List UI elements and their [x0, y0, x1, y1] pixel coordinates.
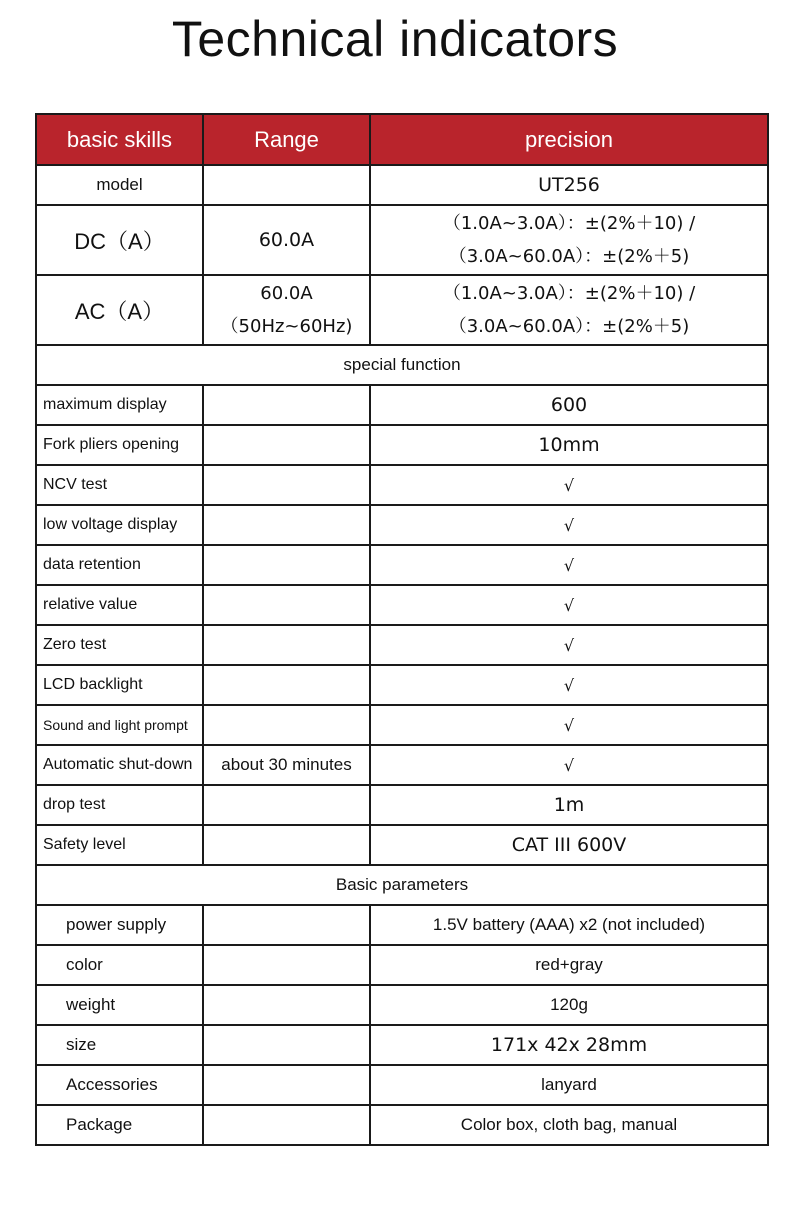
ac-label: AC（A）	[36, 275, 203, 345]
table-row	[36, 545, 768, 585]
basic-label: Package	[36, 1105, 203, 1145]
table-row	[36, 945, 768, 985]
header-range: Range	[203, 114, 370, 165]
special-range	[203, 825, 370, 865]
special-range	[203, 665, 370, 705]
section-title-special: special function	[36, 345, 768, 385]
table-row	[36, 465, 768, 505]
special-range	[203, 385, 370, 425]
special-range	[203, 505, 370, 545]
table-row	[36, 1105, 768, 1145]
ac-range	[203, 275, 370, 345]
spec-table	[35, 113, 769, 1146]
table-row	[36, 625, 768, 665]
basic-label: size	[36, 1025, 203, 1065]
basic-range	[203, 905, 370, 945]
special-value: 600	[370, 385, 768, 425]
basic-range	[203, 1025, 370, 1065]
table-row	[36, 425, 768, 465]
table-row	[36, 785, 768, 825]
special-value: CAT III 600V	[370, 825, 768, 865]
basic-range	[203, 945, 370, 985]
ac-precision-line2: （3.0A~60.0A）：±(2%＋5)	[448, 316, 690, 337]
header-precision: precision	[370, 114, 768, 165]
basic-range	[203, 985, 370, 1025]
basic-value: 171x 42x 28mm	[370, 1025, 768, 1065]
dc-label: DC（A）	[36, 205, 203, 275]
table-row	[36, 385, 768, 425]
basic-value: lanyard	[370, 1065, 768, 1105]
special-label: Zero test	[36, 625, 203, 665]
special-value: 1m	[370, 785, 768, 825]
special-range	[203, 625, 370, 665]
table-row	[36, 905, 768, 945]
ac-range-line1: 60.0A	[260, 283, 313, 304]
section-row-basic	[36, 865, 768, 905]
basic-range	[203, 1105, 370, 1145]
special-label: Sound and light prompt	[36, 705, 203, 745]
checkmark-icon: √	[370, 585, 768, 625]
table-row	[36, 665, 768, 705]
dc-precision-line2: （3.0A~60.0A）：±(2%＋5)	[448, 246, 690, 267]
basic-label: weight	[36, 985, 203, 1025]
special-range	[203, 465, 370, 505]
special-label: Safety level	[36, 825, 203, 865]
special-label: data retention	[36, 545, 203, 585]
table-row	[36, 1025, 768, 1065]
basic-label: color	[36, 945, 203, 985]
checkmark-icon: √	[370, 705, 768, 745]
table-row	[36, 505, 768, 545]
special-range	[203, 425, 370, 465]
special-label: drop test	[36, 785, 203, 825]
basic-value: 1.5V battery (AAA) x2 (not included)	[370, 905, 768, 945]
dc-precision-line1: （1.0A~3.0A）：±(2%＋10) /	[442, 213, 696, 234]
checkmark-icon: √	[370, 745, 768, 785]
basic-label: power supply	[36, 905, 203, 945]
table-row	[36, 705, 768, 745]
special-range	[203, 545, 370, 585]
special-range: about 30 minutes	[203, 745, 370, 785]
basic-value: 120g	[370, 985, 768, 1025]
ac-precision-line1: （1.0A~3.0A）：±(2%＋10) /	[442, 283, 696, 304]
model-value: UT256	[370, 165, 768, 205]
checkmark-icon: √	[370, 665, 768, 705]
model-label: model	[36, 165, 203, 205]
ac-range-line2: （50Hz~60Hz)	[220, 316, 353, 337]
basic-label: Accessories	[36, 1065, 203, 1105]
dc-precision	[370, 205, 768, 275]
special-range	[203, 785, 370, 825]
special-label: relative value	[36, 585, 203, 625]
ac-precision	[370, 275, 768, 345]
table-row	[36, 745, 768, 785]
dc-range: 60.0A	[203, 205, 370, 275]
table-row	[36, 585, 768, 625]
checkmark-icon: √	[370, 505, 768, 545]
special-range	[203, 585, 370, 625]
special-label: LCD backlight	[36, 665, 203, 705]
basic-range	[203, 1065, 370, 1105]
special-range	[203, 705, 370, 745]
checkmark-icon: √	[370, 625, 768, 665]
special-label: NCV test	[36, 465, 203, 505]
table-row	[36, 825, 768, 865]
table-row-dc	[36, 205, 768, 275]
section-title-basic: Basic parameters	[36, 865, 768, 905]
special-label: maximum display	[36, 385, 203, 425]
basic-value: red+gray	[370, 945, 768, 985]
header-basic-skills: basic skills	[36, 114, 203, 165]
special-label: Automatic shut-down	[36, 745, 203, 785]
checkmark-icon: √	[370, 545, 768, 585]
checkmark-icon: √	[370, 465, 768, 505]
table-row	[36, 1065, 768, 1105]
special-label: Fork pliers opening	[36, 425, 203, 465]
basic-value: Color box, cloth bag, manual	[370, 1105, 768, 1145]
model-range	[203, 165, 370, 205]
table-row-ac	[36, 275, 768, 345]
table-row-model	[36, 165, 768, 205]
special-value: 10mm	[370, 425, 768, 465]
special-label: low voltage display	[36, 505, 203, 545]
table-header-row	[36, 114, 768, 165]
table-row	[36, 985, 768, 1025]
section-row-special	[36, 345, 768, 385]
page-title: Technical indicators	[171, 11, 619, 67]
